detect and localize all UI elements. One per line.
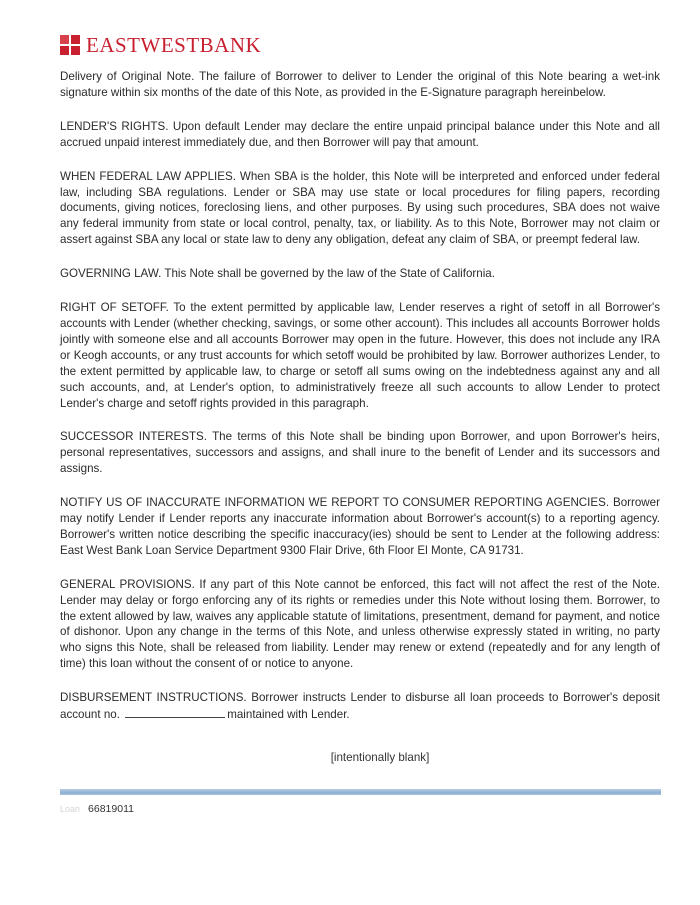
bank-logo: [60, 32, 261, 58]
loan-number: 66819011: [88, 803, 134, 815]
bank-logo-icon: [60, 35, 80, 55]
note-body: [60, 69, 660, 723]
paragraph-right-of-setoff: RIGHT OF SETOFF. To the extent permitted by applicable law, Lender reserves a right of setoff in all Borrower's accounts with Lender (whether checking, savings, or some other account). This includes all accounts Borrower holds jointly with someone else and all accounts Borrower may open in the future. However, this does not include any IRA or Keogh accounts, or any trust accounts for which setoff would be prohibited by law. Borrower authorizes Lender, to the extent permitted by applicable law, to charge or setoff all sums owing on the indebtedness against any and all such accounts, and, at Lender's option, to administratively freeze all such accounts to allow Lender to protect Lender's charge and setoff rights provided in this paragraph.: [60, 301, 660, 410]
intentionally-blank-note: [0, 751, 700, 764]
disbursement-lead-text: DISBURSEMENT INSTRUCTIONS. Borrower instructs Lender to disburse all loan proceeds to Borrower's deposit account no.: [60, 691, 660, 722]
paragraph-delivery-original-note: Delivery of Original Note. The failure of Borrower to deliver to Lender the original of this Note bearing a wet-ink signature within six months of the date of this Note, as provided in the E-Signature paragraph hereinbelow.: [60, 70, 660, 99]
disbursement-tail-text: maintained with Lender.: [227, 708, 350, 722]
paragraph-lenders-rights: LENDER'S RIGHTS. Upon default Lender may declare the entire unpaid principal balance under this Note and all accrued unpaid interest immediately due, and then Borrower will pay that amount.: [60, 119, 660, 149]
paragraph-federal-law: WHEN FEDERAL LAW APPLIES. When SBA is the holder, this Note will be interpreted and enforced under federal law, including SBA regulations. Lender or SBA may use state or local procedures for filing papers, recording documents, giving notices, foreclosing liens, and other purposes. By using such procedures, SBA does not waive any federal immunity from state or local control, penalty, tax, or liability. As to this Note, Borrower may not claim or assert against SBA any local or state law to deny any obligation, defeat any claim of SBA, or preempt federal law.: [60, 169, 660, 247]
paragraph-governing-law: GOVERNING LAW. This Note shall be governed by the law of the State of California.: [60, 267, 495, 281]
footer-divider-bar: [60, 789, 661, 795]
paragraph-disbursement-instructions: [60, 690, 660, 723]
paragraph-notify-inaccurate-info: NOTIFY US OF INACCURATE INFORMATION WE REPORT TO CONSUMER REPORTING AGENCIES. Borrower may notify Lender if Lender reports any inaccurate information about Borrower's account(s) to a reporting agency. Borrower's written notice describing the specific inaccuracy(ies) should be sent to Lender at the following address: East West Bank Loan Service Department 9300 Flair Drive, 6th Floor El Monte, CA 91731.: [60, 496, 660, 557]
footer: [60, 803, 134, 815]
paragraph-successor-interests: SUCCESSOR INTERESTS. The terms of this Note shall be binding upon Borrower, and upon Borrower's heirs, personal representatives, successors and assigns, and shall inure to the benefit of Lender and its successors and assigns.: [60, 430, 660, 476]
deposit-account-blank: [125, 706, 225, 718]
intentionally-blank-text: [intentionally blank]: [330, 751, 430, 764]
paragraph-general-provisions: GENERAL PROVISIONS. If any part of this Note cannot be enforced, this fact will not affect the rest of the Note. Lender may delay or forgo enforcing any of its rights or remedies under this Note without losing them. Borrower, to the extent allowed by law, waives any applicable statute of limitations, presentment, demand for payment, and notice of dishonor. Upon any change in the terms of this Note, and unless otherwise expressly stated in writing, no party who signs this Note, shall be released from liability. Lender may renew or extend (repeatedly and for any length of time) this loan without the consent of or notice to anyone.: [60, 577, 660, 671]
bank-logo-text: EASTWESTBANK: [86, 32, 262, 57]
footer-faint-label: Loan: [60, 804, 81, 814]
